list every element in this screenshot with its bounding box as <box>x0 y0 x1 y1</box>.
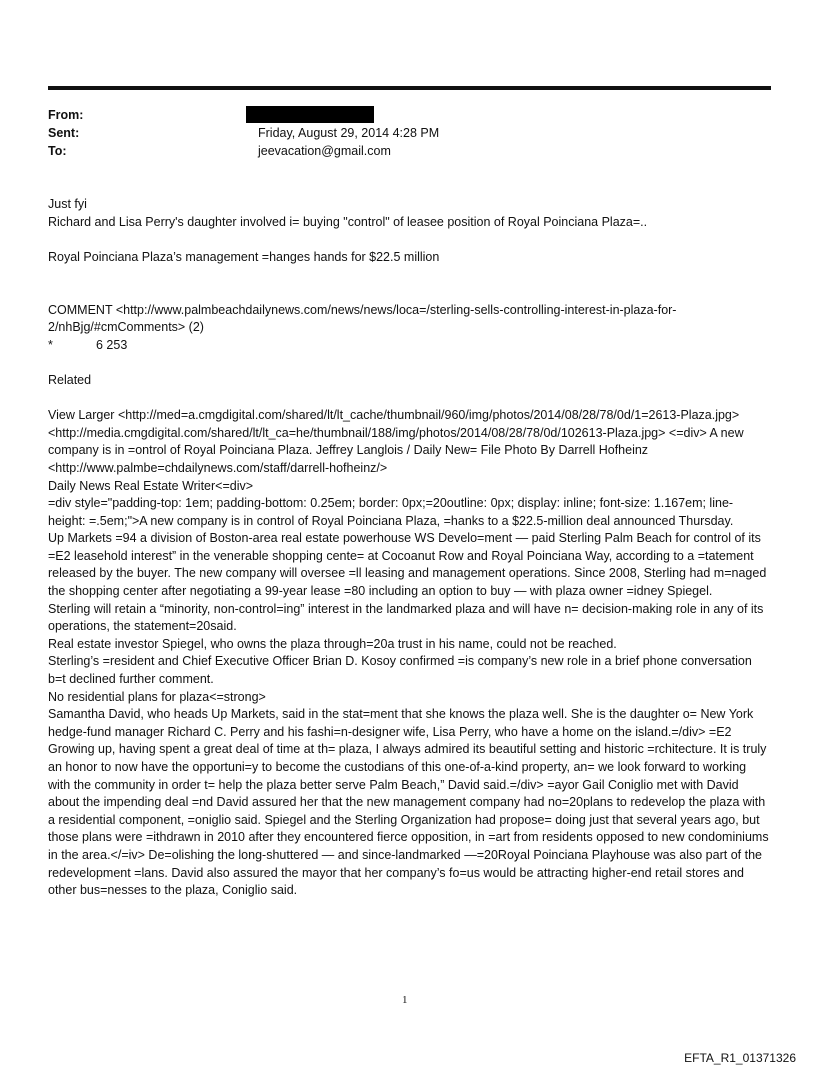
star-bullet: * <box>48 337 53 352</box>
kosoy-paragraph: Sterling’s =resident and Chief Executive Officer Brian D. Kosoy confirmed =is company’s new role in a brief phone conversation b=t declined further comment. <box>48 654 752 687</box>
retain-paragraph: Sterling will retain a “minority, non-control=ing” interest in the landmarked plaza and will have n= decision-making role in any of its operations, the statement=20said. <box>48 601 764 634</box>
sent-value: Friday, August 29, 2014 4:28 PM <box>258 126 440 140</box>
document-id: EFTA_R1_01371326 <box>684 1051 796 1065</box>
star-rating-line <box>48 337 770 355</box>
view-larger-link: View Larger <http://med=a.cmgdigital.com/shared/lt/lt_cache/thumbnail/960/img/photos/2014/08/28/78/0d/1=2613-Plaza.jpg> <box>48 408 740 423</box>
photo-caption: <http://media.cmgdigital.com/shared/lt/lt_ca=he/thumbnail/188/img/photos/2014/08/28/78/0d/102613-Plaza.jpg> <=div> A new company is in =ontrol of Royal Poinciana Plaza. Jeffrey Langlois / Daily New= File Photo By Darrell Hofheinz <http://www.palmbe=chdailynews.com/staff/darrell-hofheinz/> <box>48 425 744 475</box>
investor-paragraph: Real estate investor Spiegel, who owns the plaza through=20a trust in his name, could not be reached. <box>48 636 617 651</box>
writer-line: Daily News Real Estate Writer<=div> <box>48 478 254 493</box>
related-label: Related <box>48 372 92 387</box>
star-count: 6 253 <box>96 337 128 352</box>
samantha-paragraph: Samantha David, who heads Up Markets, said in the stat=ment that she knows the plaza well. She is the daughter o= New York hedge-fund manager Richard C. Perry and his fashi=n-designer wife, Lisa Perry, who have a home on the island.=/div> =E2 Growing up, having spent a great deal of time at th= plaza, I always admired its beautiful setting and historic =rchitecture. It is truly an honor to now have the opportuni=y to become the custodians of this one-of-a-kind property, an= we look forward to working with the community in order t= help the plaza better serve Palm Beach,” David said.=/div> =ayor Gail Coniglio met with David about the impending deal =nd David assured her that the new management company had no=20plans to redevelop the plaza with a residential component, =oniglio said. Spiegel and the Sterling Organization had propose= doing just that several years ago, but those plans were =ithdrawn in 2010 after they encountered fierce opposition, in =art from residents opposed to new condominiums in the area.</=iv> De=olishing the long-shuttered — and since-landmarked —=20Royal Poinciana Playhouse was also part of the redevelopment =lans. David also assured the mayor that her company’s fo=us would be attracting higher-end retail stores and other bus=nesses to the plaza, Coniglio said. <box>48 707 769 898</box>
from-label: From: <box>48 108 84 122</box>
header-divider <box>48 86 771 90</box>
comment-link: COMMENT <http://www.palmbeachdailynews.com/news/news/loca=/sterling-sells-controlling-interest-in-plaza-for-2/nhBjg/#cmComments> (2) <box>48 302 677 335</box>
lead-paragraph: =div style="padding-top: 1em; padding-bottom: 0.25em; border: 0px;=20outline: 0px; display: inline; font-size: 1.167em; line-height: =.5em;">A new company is in control of Royal Poinciana Plaza, =hanks to a $22.5-million deal announced Thursday. <box>48 496 734 528</box>
redaction-box <box>246 106 374 123</box>
page-number: 1 <box>402 994 408 1006</box>
to-value: jeevacation@gmail.com <box>258 144 391 158</box>
up-markets-paragraph: Up Markets =94 a division of Boston-area real estate powerhouse WS Develo=ment — paid Sterling Palm Beach for control of its =E2 leasehold interest” in the venerable shopping cente= at Cocoanut Row and Royal Poinciana Way, according to a =tatement released by the buyer. The new company will oversee =ll leasing and management operations. Since 2008, Sterling had m=naged the shopping center after negotiating a 99-year lease =80 including an option to buy — with plaza owner =idney Spiegel. <box>48 531 767 599</box>
headline: Royal Poinciana Plaza’s management =hanges hands for $22.5 million <box>48 249 440 264</box>
intro-line-1: Just fyi <box>48 197 87 211</box>
sent-label: Sent: <box>48 126 80 140</box>
email-body <box>48 196 770 900</box>
intro-line-2: Richard and Lisa Perry's daughter involved i= buying "control" of leasee position of Royal Poinciana Plaza=.. <box>48 214 648 229</box>
to-label: To: <box>48 144 67 158</box>
subheading-no-residential: No residential plans for plaza<=strong> <box>48 689 266 704</box>
